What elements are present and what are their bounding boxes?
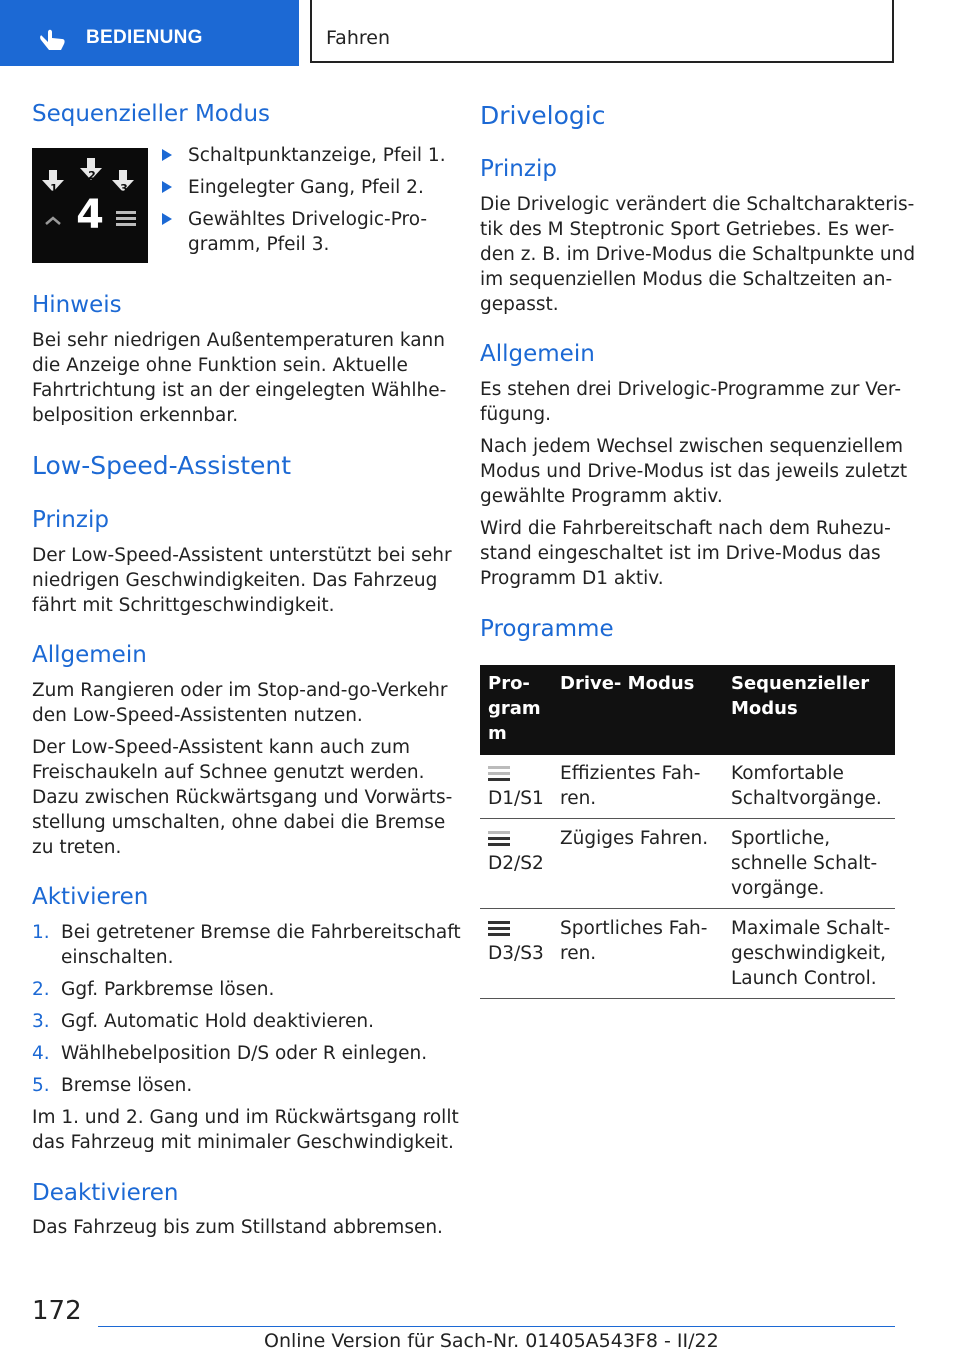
general-text-line: fügung.	[480, 404, 552, 425]
sequential-mode-heading: Sequenzieller Modus	[32, 101, 271, 127]
activate-heading: Aktivieren	[32, 884, 149, 910]
arrow-1-label: 1	[50, 182, 58, 195]
hint-text-line: die Anzeige ohne Funktion sein. Aktuelle	[32, 355, 408, 376]
table-cell-drive: Effizientes Fah-	[560, 763, 701, 784]
step-number: 4.	[32, 1043, 50, 1064]
bullet-marker	[162, 149, 172, 161]
arrow-2-label: 2	[88, 169, 96, 182]
bullet-item: Eingelegter Gang, Pfeil 2.	[188, 177, 424, 198]
drivelogic-heading: Drivelogic	[480, 101, 606, 130]
general-text-line: Wird die Fahrbereitschaft nach dem Ruhezu-	[480, 518, 891, 539]
arrow-3-label: 3	[120, 182, 128, 195]
gear-display-illustration	[32, 148, 148, 263]
drivelogic-2-icon	[488, 829, 512, 847]
activate-note-line: Im 1. und 2. Gang und im Rückwärtsgang rollt	[32, 1107, 459, 1128]
column-header-program: m	[488, 723, 507, 744]
general-text-line: Modus und Drive-Modus ist das jeweils zuletzt	[480, 461, 908, 482]
engaged-gear-digit: 4	[76, 192, 104, 238]
table-cell-sequential: Komfortable	[731, 763, 844, 784]
column-header-sequential-mode: Modus	[731, 698, 798, 719]
general-heading: Allgemein	[32, 642, 147, 668]
general-text-line: Programm D1 aktiv.	[480, 568, 664, 589]
general-text-line: gewählte Programm aktiv.	[480, 486, 723, 507]
general-text-line: Es stehen drei Drivelogic-Programme zur Ver-	[480, 379, 902, 400]
table-row-divider	[480, 998, 895, 999]
principle-text-line: Die Drivelogic verändert die Schaltcharakteris-	[480, 194, 915, 215]
section-tab	[0, 0, 299, 66]
general-text-line: Freischaukeln auf Schnee genutzt werden.	[32, 762, 425, 783]
general-text-line: Nach jedem Wechsel zwischen sequenziellem	[480, 436, 904, 457]
table-cell-program: D3/S3	[488, 943, 544, 964]
table-cell-drive: Zügiges Fahren.	[560, 828, 709, 849]
bullet-marker	[162, 181, 172, 193]
step-text: Bei getretener Bremse die Fahrbereitschaft	[61, 922, 461, 943]
column-header-drive-mode: Drive- Modus	[560, 673, 695, 694]
table-cell-sequential: vorgänge.	[731, 878, 825, 899]
general-text-line: Zum Rangieren oder im Stop-and-go-Verkehr	[32, 680, 448, 701]
table-cell-drive: Sportliches Fah-	[560, 918, 708, 939]
step-text: Wählhebelposition D/S oder R einlegen.	[61, 1043, 428, 1064]
general-text-line: Der Low-Speed-Assistent kann auch zum	[32, 737, 411, 758]
drivelogic-3-icon	[488, 919, 512, 937]
programs-heading: Programme	[480, 616, 614, 642]
bullet-marker	[162, 213, 172, 225]
table-row-divider	[480, 818, 895, 819]
principle-text-line: im sequenziellen Modus die Schaltzeiten an-	[480, 269, 893, 290]
principle-heading: Prinzip	[32, 507, 109, 533]
column-header-sequential-mode: Sequenzieller	[731, 673, 870, 694]
hint-text-line: Bei sehr niedrigen Außentemperaturen kann	[32, 330, 445, 351]
table-cell-sequential: Sportliche,	[731, 828, 831, 849]
bullet-item: Schaltpunktanzeige, Pfeil 1.	[188, 145, 446, 166]
drivelogic-level-icon	[116, 211, 136, 226]
general-text-line: Dazu zwischen Rückwärtsgang und Vorwärts-	[32, 787, 453, 808]
table-cell-drive: ren.	[560, 943, 597, 964]
principle-text-line: niedrigen Geschwindigkeiten. Das Fahrzeug	[32, 570, 438, 591]
table-row-divider	[480, 908, 895, 909]
bullet-item-cont: gramm, Pfeil 3.	[188, 234, 330, 255]
general-text-line: stand eingeschaltet ist im Drive-Modus das	[480, 543, 881, 564]
hint-heading: Hinweis	[32, 292, 122, 318]
deactivate-text: Das Fahrzeug bis zum Stillstand abbremsen.	[32, 1217, 443, 1238]
principle-heading: Prinzip	[480, 156, 557, 182]
principle-text-line: den z. B. im Drive-Modus die Schaltpunkte und	[480, 244, 916, 265]
activate-note-line: das Fahrzeug mit minimaler Geschwindigkeit.	[32, 1132, 454, 1153]
step-text: Bremse lösen.	[61, 1075, 193, 1096]
table-cell-sequential: Maximale Schalt-	[731, 918, 891, 939]
table-cell-program: D1/S1	[488, 788, 544, 809]
table-cell-sequential: schnelle Schalt-	[731, 853, 878, 874]
page-number: 172	[32, 1296, 82, 1326]
step-text: Ggf. Automatic Hold deaktivieren.	[61, 1011, 374, 1032]
general-heading: Allgemein	[480, 341, 595, 367]
table-cell-program: D2/S2	[488, 853, 544, 874]
step-number: 3.	[32, 1011, 50, 1032]
general-text-line: zu treten.	[32, 837, 122, 858]
step-number: 1.	[32, 922, 50, 943]
step-number: 2.	[32, 979, 50, 1000]
column-header-program: gram	[488, 698, 541, 719]
step-text: einschalten.	[61, 947, 174, 968]
general-text-line: den Low-Speed-Assistenten nutzen.	[32, 705, 363, 726]
chapter-label: Fahren	[326, 27, 390, 49]
hand-pointer-icon	[38, 24, 68, 52]
step-number: 5.	[32, 1075, 50, 1096]
principle-text-line: gepasst.	[480, 294, 559, 315]
page-header	[0, 0, 960, 66]
chapter-box	[310, 0, 894, 63]
online-version-note: Online Version für Sach-Nr. 01405A543F8 - II/22	[264, 1330, 719, 1352]
principle-text-line: fährt mit Schrittgeschwindigkeit.	[32, 595, 335, 616]
general-text-line: stellung umschalten, ohne dabei die Bremse	[32, 812, 446, 833]
table-cell-sequential: Schaltvorgänge.	[731, 788, 882, 809]
column-header-program: Pro-	[488, 673, 530, 694]
section-label: BEDIENUNG	[86, 27, 203, 48]
hint-text-line: belposition erkennbar.	[32, 405, 239, 426]
footer-divider	[98, 1326, 895, 1327]
table-cell-sequential: geschwindigkeit,	[731, 943, 886, 964]
principle-text-line: Der Low-Speed-Assistent unterstützt bei sehr	[32, 545, 452, 566]
hint-text-line: Fahrtrichtung ist an der eingelegten Wählhe-	[32, 380, 447, 401]
step-text: Ggf. Parkbremse lösen.	[61, 979, 275, 1000]
principle-text-line: tik des M Steptronic Sport Getriebes. Es wer-	[480, 219, 895, 240]
deactivate-heading: Deaktivieren	[32, 1180, 179, 1206]
bullet-item: Gewähltes Drivelogic-Pro-	[188, 209, 428, 230]
table-cell-drive: ren.	[560, 788, 597, 809]
drivelogic-1-icon	[488, 764, 512, 782]
low-speed-assistant-heading: Low-Speed-Assistent	[32, 451, 292, 480]
table-cell-sequential: Launch Control.	[731, 968, 877, 989]
